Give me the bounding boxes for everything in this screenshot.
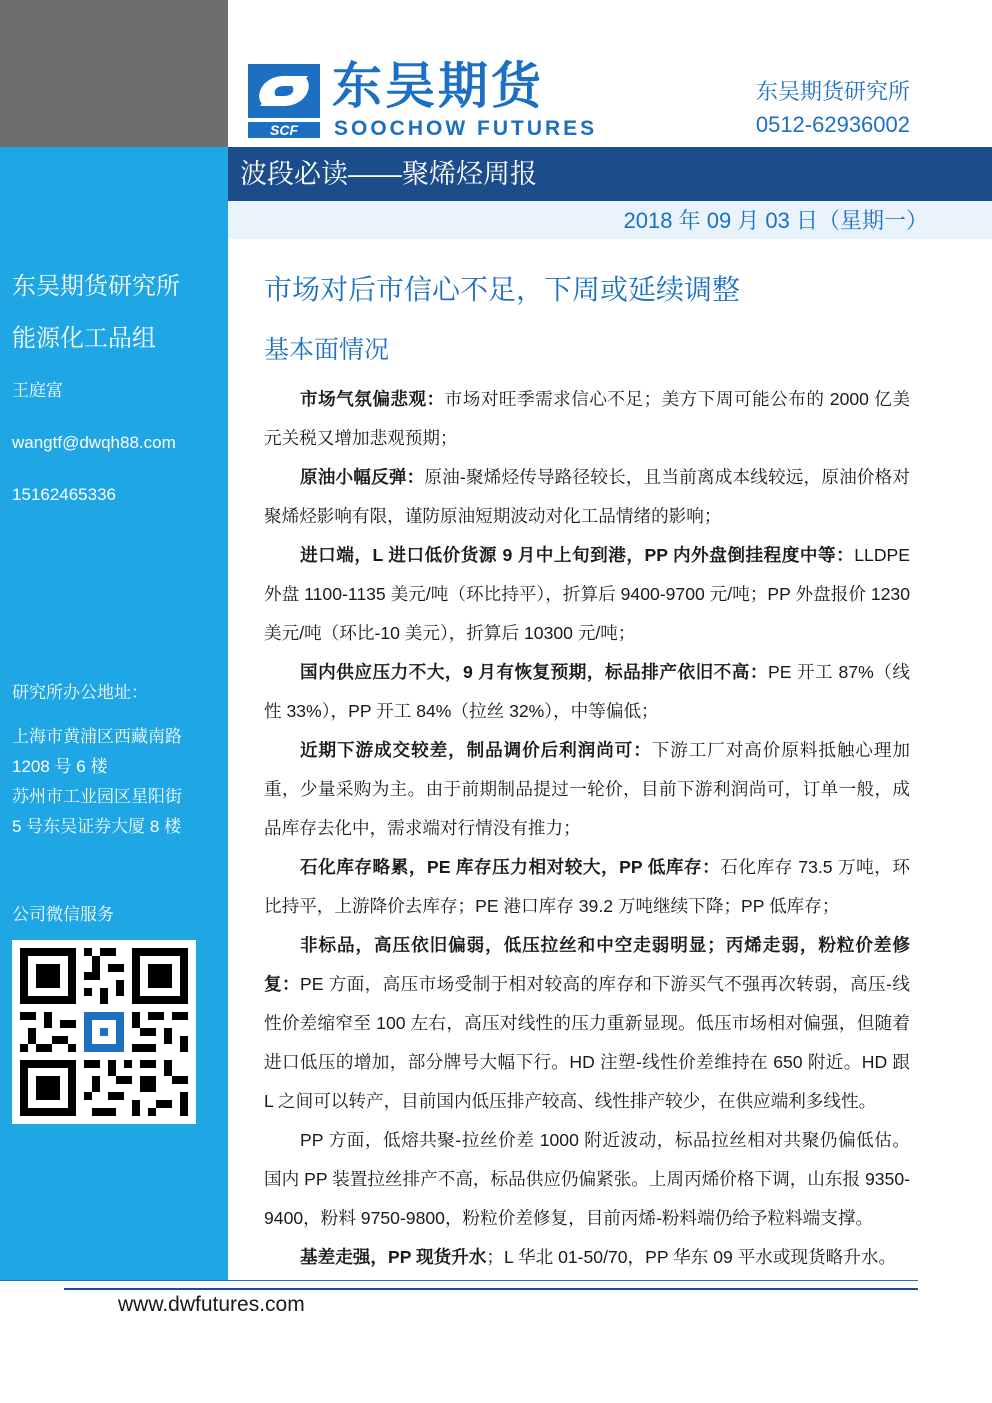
paragraph	[264, 536, 910, 653]
paragraph	[264, 653, 910, 731]
paragraph-text: ；L 华北 01-50/70，PP 华东 09 平水或现货略升水。	[486, 1247, 897, 1267]
report-date: 2018 年 09 月 03 日（星期一）	[623, 208, 928, 233]
paragraph-lead: 原油小幅反弹：	[300, 467, 425, 487]
paragraph	[264, 380, 910, 458]
section-title: 基本面情况	[264, 336, 390, 364]
sidebar-top-block	[0, 0, 228, 147]
org-phone: 0512-62936002	[755, 112, 910, 137]
paragraph	[264, 1121, 910, 1238]
paragraph-text: LLDPE 外盘 1100-1135 美元/吨（环比持平），折算后 9400-9700 元/吨；PP 外盘报价 1230 美元/吨（环比-10 美元），折算后 10300 元/吨；	[264, 545, 910, 643]
sidebar-analyst: 王庭富	[12, 381, 63, 400]
paragraph	[264, 1238, 910, 1277]
org-name: 东吴期货研究所	[755, 79, 910, 104]
logo-english-name: SOOCHOW FUTURES	[334, 117, 598, 140]
paragraph-lead: 石化库存略累，PE 库存压力相对较大，PP 低库存：	[300, 857, 721, 877]
paragraph-text: PE 开工 87%（线性 33%），PP 开工 84%（拉丝 32%），中等偏低；	[264, 662, 910, 721]
paragraph-text: 石化库存 73.5 万吨，环比持平，上游降价去库存；PE 港口库存 39.2 万吨继续下降；PP 低库存；	[264, 857, 910, 916]
address-line: 上海市黄浦区西藏南路	[12, 727, 182, 746]
paragraph	[264, 731, 910, 848]
sidebar-address-label: 研究所办公地址：	[12, 683, 148, 702]
scf-logo-icon	[248, 64, 320, 138]
logo-mark-text: SCF	[270, 122, 298, 138]
sidebar	[0, 0, 228, 1280]
footer-website-link[interactable]: www.dwfutures.com	[118, 1293, 305, 1316]
paragraph-text: 下游工厂对高价原料抵触心理加重，少量采购为主。由于前期制品提过一轮价，目前下游利润尚可，订单一般，成品库存去化中，需求端对行情没有推力；	[264, 740, 910, 838]
qr-code-icon	[20, 948, 188, 1116]
sidebar-phone: 15162465336	[12, 485, 117, 504]
paragraph	[264, 848, 910, 926]
address-line: 5 号东吴证券大厦 8 楼	[12, 817, 182, 836]
paragraph-text: PP 方面，低熔共聚-拉丝价差 1000 附近波动，标品拉丝相对共聚仍偏低估。国内 PP 装置拉丝排产不高，标品供应仍偏紧张。上周丙烯价格下调，山东报 9350-9400，粉料 9750-9800，粉粒价差修复，目前丙烯-粉料端仍给予粒料端支撑。	[264, 1130, 910, 1228]
paragraph-lead: 基差走强，PP 现货升水	[300, 1247, 487, 1267]
sidebar-address	[12, 722, 182, 842]
paragraph-text: 市场对旺季需求信心不足；美方下周可能公布的 2000 亿美元关税又增加悲观预期；	[264, 389, 910, 448]
paragraph-lead: 近期下游成交较差，制品调价后利润尚可：	[300, 740, 652, 760]
paragraph-lead: 非标品，高压依旧偏弱，低压拉丝和中空走弱明显；丙烯走弱，粉粒价差修复：	[264, 935, 910, 994]
address-line: 苏州市工业园区星阳街	[12, 787, 182, 806]
paragraph-lead: 国内供应压力不大，9 月有恢复预期，标品排产依旧不高：	[300, 662, 769, 682]
report-body	[264, 380, 910, 1277]
paragraph	[264, 926, 910, 1121]
sidebar-email[interactable]: wangtf@dwqh88.com	[12, 433, 176, 452]
paragraph-lead: 进口端，L 进口低价货源 9 月中上旬到港，PP 内外盘倒挂程度中等：	[300, 545, 855, 565]
footer-divider	[0, 1280, 918, 1281]
paragraph-text: PE 方面，高压市场受制于相对较高的库存和下游买气不强再次转弱，高压-线性价差缩窄至 100 左右，高压对线性的压力重新显现。低压市场相对偏强，但随着进口低压的增加，部分牌号大幅下行。HD 注塑-线性价差维持在 650 附近。HD 跟 L 之间可以转产，目前国内低压排产较高、线性排产较少，在供应端利多线性。	[264, 974, 910, 1111]
date-bar	[228, 201, 992, 239]
paragraph-lead: 市场气氛偏悲观：	[300, 389, 445, 409]
headline: 市场对后市信心不足，下周或延续调整	[264, 274, 741, 305]
wechat-qr-code[interactable]	[12, 940, 196, 1124]
sidebar-institute: 东吴期货研究所	[12, 273, 180, 300]
sidebar-wechat-label: 公司微信服务	[12, 905, 114, 924]
footer-divider	[64, 1288, 918, 1290]
address-line: 1208 号 6 楼	[12, 757, 108, 776]
logo-chinese-name: 东吴期货	[332, 58, 544, 114]
sidebar-group: 能源化工品组	[12, 325, 156, 352]
paragraph	[264, 458, 910, 536]
paragraph-text: 原油-聚烯烃传导路径较长，且当前离成本线较远，原油价格对聚烯烃影响有限，谨防原油短期波动对化工品情绪的影响；	[264, 467, 910, 526]
report-title: 波段必读——聚烯烃周报	[240, 159, 537, 189]
report-banner	[228, 147, 992, 201]
